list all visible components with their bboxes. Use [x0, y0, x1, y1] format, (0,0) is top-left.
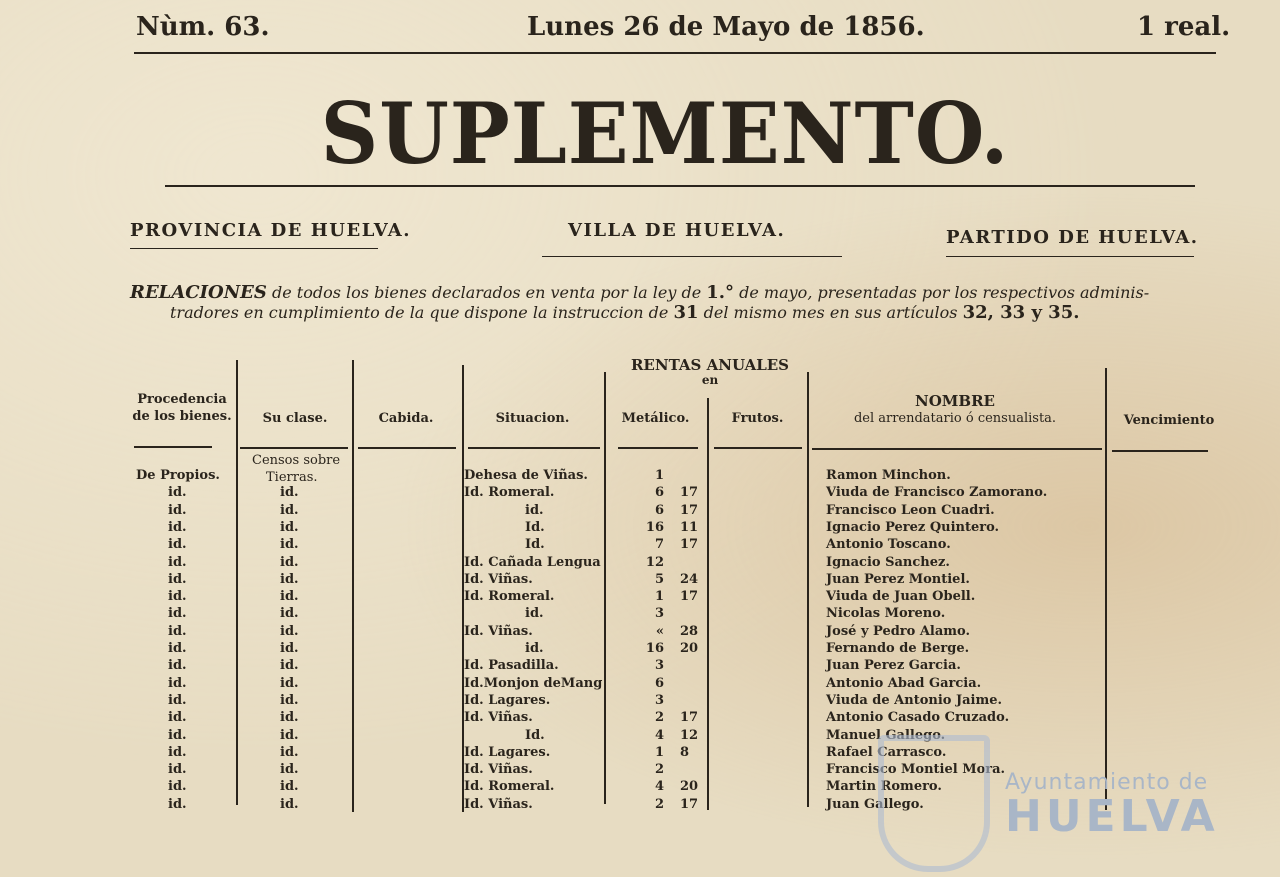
cell-nombre: Ignacio Sanchez.	[826, 555, 950, 570]
col-vencimiento: Vencimiento	[1123, 413, 1215, 428]
cell-clase: id.	[280, 676, 299, 691]
cell-metalico-reales: 4	[654, 779, 664, 794]
cell-procedencia: id.	[168, 503, 187, 518]
cell-metalico-reales: 1	[654, 589, 664, 604]
cell-procedencia: id.	[168, 624, 187, 639]
col-divider	[604, 372, 606, 804]
col-divider	[236, 360, 238, 805]
cell-clase: id.	[280, 572, 299, 587]
cell-situacion: Id. Romeral.	[464, 485, 555, 500]
relaciones-text-3: tradores en cumplimiento de la que dispone la instruccion de	[170, 303, 674, 322]
cell-situacion: Id. Viñas.	[464, 572, 533, 587]
col-cabida: Cabida.	[378, 411, 434, 426]
cell-metalico-maravedis: 17	[680, 589, 699, 604]
cell-metalico-maravedis: 17	[680, 797, 699, 812]
cell-metalico-maravedis: 17	[680, 485, 699, 500]
col-rentas	[605, 357, 815, 386]
cell-metalico-reales: 2	[654, 710, 664, 725]
col-rentas-line-2: en	[701, 373, 719, 387]
col-metalico: Metálico.	[621, 411, 690, 426]
cell-nombre: Ignacio Perez Quintero.	[826, 520, 1000, 535]
cell-metalico-reales: 3	[654, 606, 664, 621]
cell-procedencia: id.	[168, 537, 187, 552]
header-underline	[714, 447, 802, 449]
partido-rule	[946, 256, 1194, 257]
cell-nombre: Antonio Casado Cruzado.	[826, 710, 1010, 725]
cell-nombre: Martin Romero.	[826, 779, 942, 794]
cell-clase: id.	[280, 710, 299, 725]
villa-rule	[542, 256, 842, 257]
relaciones-lead: RELACIONES	[130, 282, 267, 303]
cell-nombre: Juan Gallego.	[826, 797, 924, 812]
cell-metalico-reales: «	[655, 624, 664, 639]
cell-nombre: Rafael Carrasco.	[826, 745, 947, 760]
cell-clase: id.	[280, 779, 299, 794]
cell-metalico-reales: 2	[654, 797, 664, 812]
cell-metalico-reales: 5	[654, 572, 664, 587]
cell-procedencia: id.	[168, 485, 187, 500]
relaciones-paragraph	[130, 283, 1230, 323]
col-rentas-line-1: RENTAS ANUALES	[630, 356, 790, 374]
cell-metalico-maravedis: 17	[680, 503, 699, 518]
cell-clase: id.	[280, 606, 299, 621]
cell-situacion: id.	[525, 503, 544, 518]
province-heading: PROVINCIA DE HUELVA.	[130, 220, 412, 241]
cell-clase: id.	[280, 589, 299, 604]
col-procedencia	[132, 391, 232, 425]
cell-situacion: Id. Romeral.	[464, 589, 555, 604]
cell-situacion: Id. Viñas.	[464, 762, 533, 777]
cell-metalico-reales: 7	[654, 537, 664, 552]
col-procedencia-line-1: Procedencia	[137, 392, 227, 407]
issue-number: Nùm. 63.	[136, 12, 270, 42]
cell-nombre: José y Pedro Alamo.	[826, 624, 971, 639]
cell-metalico-reales: 1	[654, 745, 664, 760]
cell-situacion: Id. Pasadilla.	[464, 658, 559, 673]
cell-procedencia: id.	[168, 745, 187, 760]
cell-clase: id.	[280, 797, 299, 812]
cell-metalico-reales: 2	[654, 762, 664, 777]
issue-price: 1 real.	[1137, 12, 1231, 42]
header-rule	[134, 52, 1216, 54]
header-underline	[468, 447, 600, 449]
cell-nombre: Francisco Montiel Mora.	[826, 762, 1006, 777]
cell-metalico-maravedis: 17	[680, 710, 699, 725]
cell-situacion: Id.	[525, 728, 545, 743]
cell-procedencia: id.	[168, 641, 187, 656]
cell-procedencia: id.	[168, 606, 187, 621]
col-nombre-line-1: NOMBRE	[915, 392, 995, 410]
cell-metalico-reales: 1	[654, 468, 664, 483]
cell-metalico-maravedis: 8	[680, 745, 690, 760]
header-underline	[618, 447, 698, 449]
cell-clase: id.	[280, 485, 299, 500]
cell-procedencia: id.	[168, 710, 187, 725]
clase-subheader	[252, 452, 340, 486]
cell-procedencia: id.	[168, 658, 187, 673]
title-rule	[165, 185, 1195, 187]
col-divider	[352, 360, 354, 812]
cell-clase: id.	[280, 624, 299, 639]
relaciones-num-1: 1.°	[706, 282, 735, 303]
cell-nombre: Viuda de Antonio Jaime.	[826, 693, 1003, 708]
cell-procedencia: De Propios.	[136, 468, 220, 483]
relaciones-num-3: 32, 33 y 35.	[962, 302, 1080, 323]
cell-situacion: Id.	[525, 520, 545, 535]
cell-clase: id.	[280, 728, 299, 743]
col-nombre	[810, 393, 1100, 427]
header-underline	[134, 446, 212, 448]
col-nombre-line-2: del arrendatario ó censualista.	[853, 411, 1057, 426]
cell-clase: id.	[280, 520, 299, 535]
cell-situacion: Id. Lagares.	[464, 693, 551, 708]
relaciones-text-1: de todos los bienes declarados en venta por la ley de	[266, 283, 707, 302]
cell-situacion: id.	[525, 641, 544, 656]
cell-metalico-maravedis: 12	[680, 728, 699, 743]
cell-metalico-reales: 6	[654, 676, 664, 691]
cell-procedencia: id.	[168, 572, 187, 587]
cell-procedencia: id.	[168, 555, 187, 570]
cell-procedencia: id.	[168, 693, 187, 708]
cell-metalico-reales: 3	[654, 658, 664, 673]
cell-situacion: Id.Monjon deMang	[464, 676, 603, 691]
relaciones-text-2: de mayo, presentadas por los respectivos adminis-	[734, 283, 1150, 302]
partido-heading: PARTIDO DE HUELVA.	[946, 227, 1199, 248]
cell-nombre: Juan Perez Montiel.	[826, 572, 970, 587]
cell-metalico-reales: 4	[654, 728, 664, 743]
header-underline	[812, 448, 1102, 450]
cell-situacion: Id.	[525, 537, 545, 552]
relaciones-num-2: 31	[673, 302, 699, 323]
cell-metalico-maravedis: 24	[680, 572, 699, 587]
cell-metalico-reales: 12	[645, 555, 664, 570]
cell-clase: id.	[280, 658, 299, 673]
col-divider	[807, 372, 809, 807]
cell-metalico-maravedis: 11	[680, 520, 699, 535]
cell-metalico-maravedis: 20	[680, 641, 699, 656]
province-rule	[130, 248, 378, 249]
cell-clase: id.	[280, 555, 299, 570]
cell-metalico-reales: 6	[654, 485, 664, 500]
cell-procedencia: id.	[168, 797, 187, 812]
watermark	[1005, 770, 1219, 842]
cell-situacion: Id. Viñas.	[464, 797, 533, 812]
cell-procedencia: id.	[168, 589, 187, 604]
cell-nombre: Fernando de Berge.	[826, 641, 970, 656]
relaciones-text-4: del mismo mes en sus artículos	[698, 303, 963, 322]
header-underline	[240, 447, 348, 449]
cell-clase: id.	[280, 641, 299, 656]
col-frutos: Frutos.	[731, 411, 784, 426]
cell-nombre: Juan Perez Garcia.	[826, 658, 961, 673]
cell-situacion: id.	[525, 606, 544, 621]
cell-metalico-maravedis: 28	[680, 624, 699, 639]
col-divider	[1105, 368, 1107, 810]
cell-procedencia: id.	[168, 762, 187, 777]
watermark-line-1: Ayuntamiento de	[1005, 770, 1209, 795]
cell-situacion: Id. Romeral.	[464, 779, 555, 794]
cell-clase: id.	[280, 537, 299, 552]
cell-procedencia: id.	[168, 779, 187, 794]
cell-clase: id.	[280, 762, 299, 777]
cell-clase: id.	[280, 745, 299, 760]
watermark-line-2: HUELVA	[1005, 791, 1219, 842]
cell-metalico-reales: 3	[654, 693, 664, 708]
cell-metalico-reales: 16	[645, 520, 664, 535]
cell-situacion: Id. Viñas.	[464, 624, 533, 639]
cell-situacion: Id. Viñas.	[464, 710, 533, 725]
cell-situacion: Id. Cañada Lengua	[464, 555, 601, 570]
header-underline	[358, 447, 456, 449]
cell-nombre: Antonio Toscano.	[826, 537, 951, 552]
cell-clase: id.	[280, 693, 299, 708]
cell-nombre: Viuda de Juan Obell.	[826, 589, 976, 604]
villa-heading: VILLA DE HUELVA.	[568, 220, 786, 241]
cell-nombre: Antonio Abad Garcia.	[826, 676, 982, 691]
cell-nombre: Viuda de Francisco Zamorano.	[826, 485, 1048, 500]
cell-situacion: Id. Lagares.	[464, 745, 551, 760]
cell-metalico-reales: 16	[645, 641, 664, 656]
cell-situacion: Dehesa de Viñas.	[464, 468, 588, 483]
cell-procedencia: id.	[168, 520, 187, 535]
header-underline	[1112, 450, 1208, 452]
shield-icon	[878, 735, 990, 872]
clase-subheader-line-2: Tierras.	[266, 470, 318, 485]
col-clase: Su clase.	[262, 411, 328, 426]
cell-procedencia: id.	[168, 676, 187, 691]
page-title: SUPLEMENTO.	[320, 84, 1010, 183]
col-situacion: Situacion.	[495, 411, 570, 426]
issue-date: Lunes 26 de Mayo de 1856.	[527, 12, 925, 42]
col-procedencia-line-2: de los bienes.	[132, 409, 232, 424]
cell-nombre: Manuel Gallego.	[826, 728, 946, 743]
cell-metalico-reales: 6	[654, 503, 664, 518]
cell-nombre: Francisco Leon Cuadri.	[826, 503, 995, 518]
cell-nombre: Ramon Minchon.	[826, 468, 951, 483]
cell-metalico-maravedis: 17	[680, 537, 699, 552]
cell-procedencia: id.	[168, 728, 187, 743]
col-divider	[707, 398, 709, 810]
clase-subheader-line-1: Censos sobre	[252, 453, 341, 468]
cell-clase: id.	[280, 503, 299, 518]
cell-metalico-maravedis: 20	[680, 779, 699, 794]
cell-nombre: Nicolas Moreno.	[826, 606, 946, 621]
